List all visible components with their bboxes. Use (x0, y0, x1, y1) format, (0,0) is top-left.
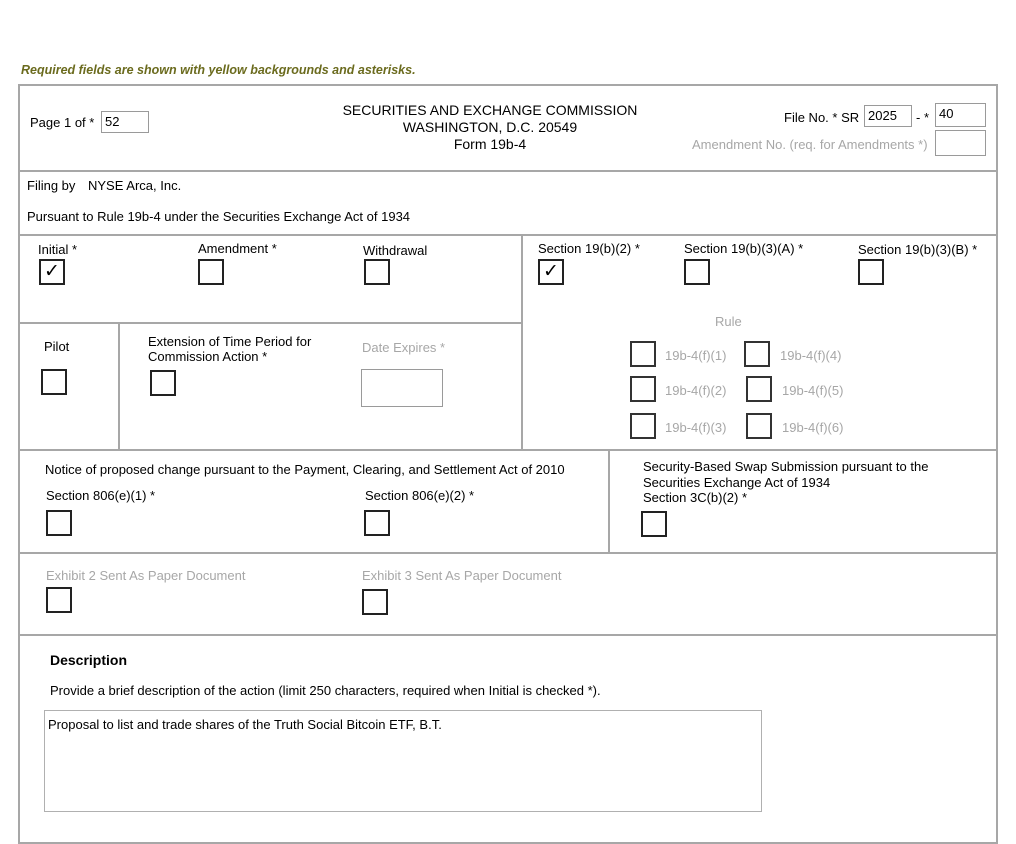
divider (118, 322, 120, 450)
divider (608, 449, 610, 553)
divider (18, 634, 998, 636)
file-year-input[interactable]: 2025 (864, 105, 912, 127)
pursuant-text: Pursuant to Rule 19b-4 under the Securities Exchange Act of 1934 (27, 209, 411, 224)
section-806e1-checkbox[interactable] (46, 510, 72, 536)
rule-f3-label: 19b-4(f)(3) (665, 420, 727, 435)
file-number-input[interactable]: 40 (935, 103, 986, 127)
rule-f2-checkbox[interactable] (630, 376, 656, 402)
divider (18, 322, 523, 324)
agency-location: WASHINGTON, D.C. 20549 (402, 119, 578, 135)
agency-name: SECURITIES AND EXCHANGE COMMISSION (342, 102, 638, 118)
filing-by-label: Filing by (27, 178, 76, 193)
extension-label-2: Commission Action * (148, 349, 268, 364)
rule-f2-label: 19b-4(f)(2) (665, 383, 727, 398)
initial-label: Initial * (38, 242, 78, 257)
amendment-label: Amendment * (198, 241, 277, 256)
page-label: Page 1 of * (30, 115, 95, 130)
divider (18, 170, 998, 172)
rule-label: Rule (715, 314, 742, 329)
pilot-checkbox[interactable] (41, 369, 67, 395)
withdrawal-label: Withdrawal (363, 243, 428, 258)
exhibit2-label: Exhibit 2 Sent As Paper Document (46, 568, 246, 583)
swap-label-2: Securities Exchange Act of 1934 (643, 475, 831, 490)
rule-f5-label: 19b-4(f)(5) (782, 383, 844, 398)
swap-checkbox[interactable] (641, 511, 667, 537)
withdrawal-checkbox[interactable] (364, 259, 390, 285)
amendment-no-input[interactable] (935, 130, 986, 156)
rule-f1-label: 19b-4(f)(1) (665, 348, 727, 363)
description-instructions: Provide a brief description of the action (limit 250 characters, required when Initial is checked *). (50, 683, 601, 698)
section-19b3a-checkbox[interactable] (684, 259, 710, 285)
exhibit3-label: Exhibit 3 Sent As Paper Document (362, 568, 562, 583)
page-total-input[interactable]: 52 (101, 111, 149, 133)
required-fields-notice: Required fields are shown with yellow backgrounds and asterisks. (21, 63, 416, 77)
filer-name: NYSE Arca, Inc. (88, 178, 182, 193)
section-806e2-checkbox[interactable] (364, 510, 390, 536)
section-806e1-label: Section 806(e)(1) * (46, 488, 156, 503)
divider (18, 449, 998, 451)
amendment-checkbox[interactable] (198, 259, 224, 285)
section-19b3a-label: Section 19(b)(3)(A) * (684, 241, 804, 256)
section-806e2-label: Section 806(e)(2) * (365, 488, 475, 503)
rule-f1-checkbox[interactable] (630, 341, 656, 367)
check-icon: ✓ (543, 261, 559, 282)
description-heading: Description (50, 652, 128, 668)
exhibit2-checkbox[interactable] (46, 587, 72, 613)
section-19b2-checkbox[interactable] (538, 259, 564, 285)
pilot-label: Pilot (44, 339, 70, 354)
rule-f6-checkbox[interactable] (746, 413, 772, 439)
section-19b2-label: Section 19(b)(2) * (538, 241, 640, 256)
divider (18, 552, 998, 554)
divider (18, 234, 998, 236)
divider (521, 234, 523, 450)
rule-f6-label: 19b-4(f)(6) (782, 420, 844, 435)
check-icon: ✓ (44, 261, 60, 282)
form-title (300, 102, 680, 153)
section-19b3b-label: Section 19(b)(3)(B) * (858, 242, 978, 257)
swap-label-3: Section 3C(b)(2) * (643, 490, 748, 505)
date-expires-input[interactable] (361, 369, 443, 407)
rule-f5-checkbox[interactable] (746, 376, 772, 402)
initial-checkbox[interactable] (39, 259, 65, 285)
extension-checkbox[interactable] (150, 370, 176, 396)
swap-label-1: Security-Based Swap Submission pursuant to the (643, 459, 929, 474)
date-expires-label: Date Expires * (362, 340, 446, 355)
file-no-label: File No. * SR (784, 110, 860, 125)
pcs-notice-label: Notice of proposed change pursuant to the Payment, Clearing, and Settlement Act of 2010 (45, 462, 565, 477)
section-19b3b-checkbox[interactable] (858, 259, 884, 285)
rule-f4-checkbox[interactable] (744, 341, 770, 367)
form-number: Form 19b-4 (453, 136, 527, 152)
extension-label: Extension of Time Period for (148, 334, 312, 349)
description-textarea[interactable]: Proposal to list and trade shares of the Truth Social Bitcoin ETF, B.T. (44, 710, 762, 812)
rule-f3-checkbox[interactable] (630, 413, 656, 439)
amendment-no-label: Amendment No. (req. for Amendments *) (692, 137, 928, 152)
file-separator: - * (916, 110, 929, 125)
exhibit3-checkbox[interactable] (362, 589, 388, 615)
rule-f4-label: 19b-4(f)(4) (780, 348, 842, 363)
